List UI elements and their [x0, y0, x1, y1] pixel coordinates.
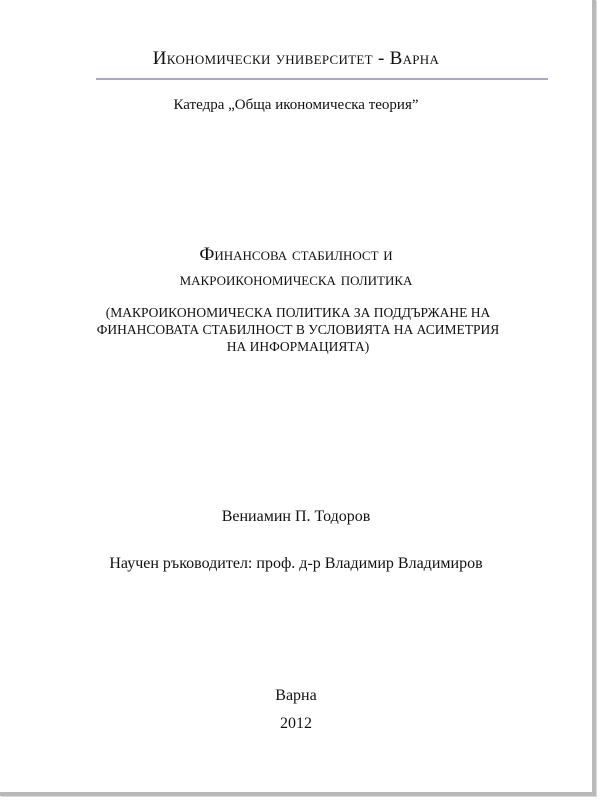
thesis-subtitle-line-2: ФИНАНСОВАТА СТАБИЛНОСТ В УСЛОВИЯТА НА АСИМЕТРИЯ: [96, 322, 500, 337]
thesis-title-line-1: Финансова стабилност и: [199, 244, 393, 265]
city: Варна: [275, 687, 317, 704]
thesis-title-line-2: макроикономическа политика: [179, 269, 413, 290]
supervisor: Научен ръководител: проф. д-р Владимир Владимиров: [109, 555, 483, 572]
university-name: Икономически университет - Варна: [152, 48, 440, 69]
thesis-subtitle-line-1: (МАКРОИКОНОМИЧЕСКА ПОЛИТИКА ЗА ПОДДЪРЖАНЕ НА: [105, 305, 491, 320]
author-name: Вениамин П. Тодоров: [221, 508, 371, 525]
thesis-title: [0, 242, 592, 292]
thesis-subtitle-line-3: НА ИНФОРМАЦИЯТА): [226, 339, 370, 354]
header-divider: [96, 78, 548, 80]
year: 2012: [280, 715, 312, 732]
department-name: Катедра „Обща икономическа теория”: [173, 97, 419, 113]
thesis-subtitle: [60, 304, 536, 355]
